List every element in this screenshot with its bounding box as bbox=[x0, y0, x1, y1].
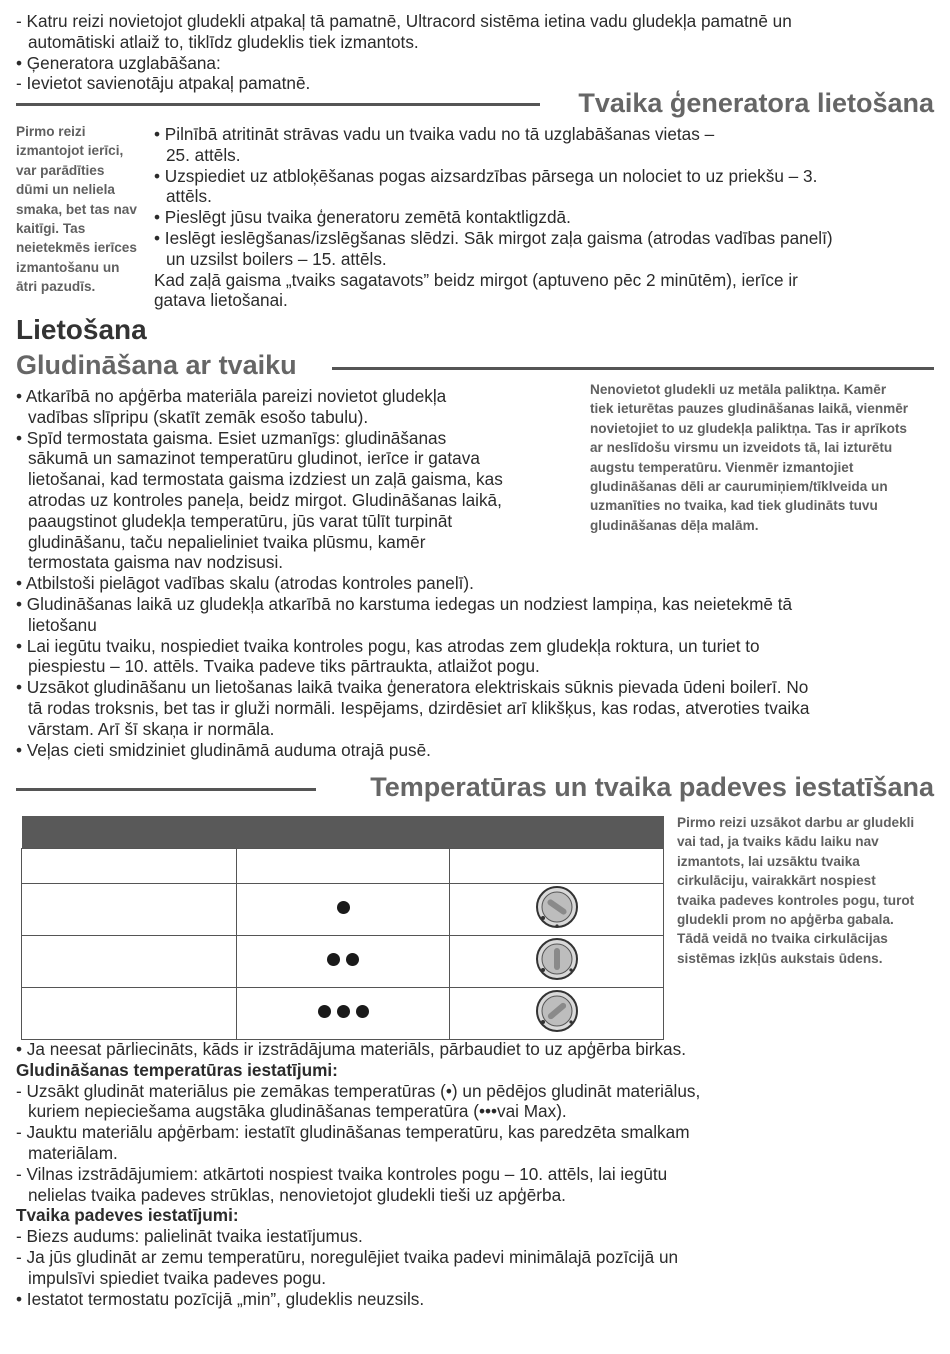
text-line: • Uzspiediet uz atbloķēšanas pogas aizsardzības pārsega un nolociet to uz priekšu – 3. bbox=[154, 165, 818, 186]
table-cell bbox=[450, 884, 664, 936]
text-line: • Pilnībā atritināt strāvas vadu un tvaika vadu no tā uzglabāšanas vietas – bbox=[154, 124, 715, 144]
subheading-ironing-temperature: Gludināšanas temperatūras iestatījumi: bbox=[16, 1059, 338, 1080]
temperature-dot-icon bbox=[356, 1005, 369, 1018]
text-line: • Atkarībā no apģērba materiāla pareizi novietot gludekļa bbox=[16, 386, 447, 406]
text-line: • Veļas cieti smidziniet gludināmā auduma otrajā pusē. bbox=[16, 739, 431, 760]
side-note-iron-rest bbox=[590, 380, 940, 535]
table-row bbox=[22, 988, 664, 1040]
section-rule bbox=[332, 367, 934, 370]
text-line: lietošanai, kad termostata gaisma izdziest un zaļā gaisma, kas bbox=[28, 469, 503, 490]
temperature-dot-icon bbox=[318, 1005, 331, 1018]
temperature-dot-icon bbox=[346, 953, 359, 966]
note-line: dūmi un neliela bbox=[16, 182, 115, 198]
table-cell bbox=[22, 988, 237, 1040]
table-cell bbox=[237, 936, 450, 988]
note-line: uzmanīties no tvaika, kad tiek gludināts tuvu bbox=[590, 498, 878, 514]
table-cell bbox=[450, 936, 664, 988]
table-cell bbox=[22, 936, 237, 988]
text-line: - Katru reizi novietojot gludekli atpakaļ tā pamatnē, Ultracord sistēma ietina vadu gludekļa pamatnē un bbox=[16, 11, 792, 31]
text-line: - Jauktu materiālu apģērbam: iestatīt gludināšanas temperatūru, kas paredzēta smalkam bbox=[16, 1122, 690, 1143]
note-line: Pirmo reizi bbox=[16, 124, 86, 139]
text-line: atrodas uz kontroles paneļa, beidz mirgot. Gludināšanas laikā, bbox=[28, 489, 502, 510]
text-line: - Vilnas izstrādājumiem: atkārtoti nospiest tvaika kontroles pogu – 10. attēls, lai iegūtu bbox=[16, 1163, 668, 1184]
text-line: - Biezs audums: palielināt tvaika iestatījumus. bbox=[16, 1226, 363, 1247]
text-line: tā rodas troksnis, bet tas ir gluži normāli. Iespējams, dzirdēsiet arī klikšķus, kas rodas, atveroties tvaika bbox=[28, 697, 810, 718]
note-line: augstu temperatūru. Vienmēr izmantojiet bbox=[590, 459, 854, 475]
subheading-steam-settings: Tvaika padeves iestatījumi: bbox=[16, 1205, 239, 1226]
temperature-dot-icon bbox=[337, 901, 350, 914]
text-line: • Gludināšanas laikā uz gludekļa atkarībā no karstuma iedegas un nodziest lampiņa, kas neietekmē tā bbox=[16, 593, 793, 614]
table-row bbox=[22, 936, 664, 988]
section-heading-steam-generator: Tvaika ģeneratora lietošana bbox=[578, 88, 934, 118]
note-line: sistēmas izkļūs aukstais ūdens. bbox=[677, 950, 883, 966]
note-line: tvaika padeves kontroles pogu, turot bbox=[677, 892, 915, 908]
text-line: termostata gaisma nav nodzisusi. bbox=[28, 552, 284, 573]
side-note-first-use bbox=[16, 122, 151, 297]
text-line: impulsīvi spiediet tvaika padeves pogu. bbox=[28, 1267, 327, 1288]
text-line: • Atbilstoši pielāgot vadības skalu (atrodas kontroles panelī). bbox=[16, 573, 474, 594]
table-header-row bbox=[22, 816, 664, 849]
note-line: ar neslīdošu virsmu un izveidots tā, lai izturētu bbox=[590, 440, 893, 456]
note-line: novietojiet to uz gludekļa paliktņa. Tas ir aprīkots bbox=[590, 420, 907, 436]
text-line: paaugstinot gludekļa temperatūru, jūs varat tūlīt turpināt bbox=[28, 510, 453, 531]
table-cell bbox=[450, 988, 664, 1040]
temperature-dot-icon bbox=[327, 953, 340, 966]
text-line: gludināšanu, taču nepalieliniet tvaika plūsmu, kamēr bbox=[28, 531, 426, 552]
text-line: sākumā un samazinot temperatūru gludinot, ierīce ir gatava bbox=[28, 448, 480, 469]
note-line: tiek ieturētas pauzes gludināšanas laikā, vienmēr bbox=[590, 401, 909, 417]
text-line: kuriem nepieciešama augstāka gludināšanas temperatūra (•••vai Max). bbox=[28, 1101, 567, 1122]
side-note-steam-circulation bbox=[677, 813, 939, 968]
table-cell bbox=[237, 884, 450, 936]
table-cell bbox=[237, 988, 450, 1040]
temperature-knob-high-icon bbox=[534, 988, 580, 1034]
text-line: • Uzsākot gludināšanu un lietošanas laikā tvaika ģeneratora elektriskais sūknis pievada ūdeni boilerī. No bbox=[16, 677, 809, 698]
table-cell bbox=[22, 849, 237, 884]
note-line: gludināšanas dēļa malām. bbox=[590, 517, 759, 533]
table-row bbox=[22, 884, 664, 936]
section-rule bbox=[16, 103, 540, 106]
text-line: • Ja neesat pārliecināts, kāds ir izstrādājuma materiāls, pārbaudiet to uz apģērba birkas. bbox=[16, 1039, 686, 1059]
table-row bbox=[22, 849, 664, 884]
note-line: Tādā veidā no tvaika cirkulācijas bbox=[677, 931, 888, 947]
note-line: gludekli prom no apģērba gabala. bbox=[677, 912, 894, 928]
note-line: gludināšanas dēli ar caurumiņiem/tīklveida un bbox=[590, 479, 888, 495]
text-line: Kad zaļā gaisma „tvaiks sagatavots” beidz mirgot (aptuveno pēc 2 minūtēm), ierīce ir bbox=[154, 269, 798, 290]
text-line: • Iestatot termostatu pozīcijā „min”, gludeklis neuzsils. bbox=[16, 1288, 425, 1309]
note-line: ātri pazudīs. bbox=[16, 279, 96, 295]
intro-text bbox=[16, 11, 792, 94]
steam-generator-instructions bbox=[154, 124, 833, 311]
text-line: un uzsilst boilers – 15. attēls. bbox=[166, 248, 387, 269]
text-line: lietošanu bbox=[28, 614, 97, 635]
text-line: • Lai iegūtu tvaiku, nospiediet tvaika kontroles pogu, kas atrodas zem gludekļa roktura, un turiet to bbox=[16, 635, 760, 656]
note-line: izmantots, lai uzsāktu tvaika bbox=[677, 853, 860, 869]
temperature-dot-icon bbox=[337, 1005, 350, 1018]
note-line: izmantojot ierīci, bbox=[16, 143, 124, 159]
note-line: Nenovietot gludekli uz metāla paliktņa. Kamēr bbox=[590, 382, 887, 397]
table-cell bbox=[450, 849, 664, 884]
temperature-knob-medium-icon bbox=[534, 936, 580, 982]
note-line: smaka, bet tas nav bbox=[16, 201, 137, 217]
heading-steam-ironing: Gludināšana ar tvaiku bbox=[16, 350, 297, 380]
heading-temperature-steam-settings: Temperatūras un tvaika padeves iestatīšana bbox=[370, 772, 934, 802]
heading-usage: Lietošana bbox=[16, 314, 147, 345]
note-line: cirkulāciju, vairakkārt nospiest bbox=[677, 873, 876, 889]
text-line: attēls. bbox=[166, 186, 212, 207]
table-cell bbox=[22, 884, 237, 936]
text-line: • Ģeneratora uzglabāšana: bbox=[16, 52, 221, 73]
text-line: - Ievietot savienotāju atpakaļ pamatnē. bbox=[16, 73, 311, 94]
temperature-settings-text bbox=[16, 1039, 700, 1309]
section-rule bbox=[16, 788, 316, 791]
table-header bbox=[22, 816, 664, 849]
text-line: materiālam. bbox=[28, 1142, 118, 1163]
note-line: Pirmo reizi uzsākot darbu ar gludekli bbox=[677, 815, 915, 830]
text-line: - Ja jūs gludināt ar zemu temperatūru, noregulējiet tvaika padevi minimālajā pozīcijā un bbox=[16, 1246, 679, 1267]
note-line: neietekmēs ierīces bbox=[16, 240, 137, 256]
note-line: izmantošanu un bbox=[16, 259, 120, 275]
text-line: • Ieslēgt ieslēgšanas/izslēgšanas slēdzi. Sāk mirgot zaļa gaisma (atrodas vadības panelī) bbox=[154, 227, 833, 248]
text-line: gatava lietošanai. bbox=[154, 290, 288, 311]
text-line: 25. attēls. bbox=[166, 144, 241, 165]
text-line: vadības slīpripu (skatīt zemāk esošo tabulu). bbox=[28, 406, 369, 427]
temperature-knob-low-icon bbox=[534, 884, 580, 930]
text-line: vārstam. Arī šī skaņa ir normāla. bbox=[28, 718, 275, 739]
note-line: var parādīties bbox=[16, 162, 105, 178]
note-line: kaitīgi. Tas bbox=[16, 221, 86, 237]
text-line: • Spīd termostata gaisma. Esiet uzmanīgs: gludināšanas bbox=[16, 427, 447, 448]
text-line: automātiski atlaiž to, tiklīdz gludeklis tiek izmantots. bbox=[28, 31, 419, 52]
text-line: • Pieslēgt jūsu tvaika ģeneratoru zemētā kontaktligzdā. bbox=[154, 207, 571, 228]
text-line: - Uzsākt gludināt materiālus pie zemākas temperatūras (•) un pēdējos gludināt materiālus, bbox=[16, 1080, 701, 1101]
temperature-table bbox=[21, 816, 664, 1040]
note-line: vai tad, ja tvaiks kādu laiku nav bbox=[677, 834, 879, 850]
table-cell bbox=[237, 849, 450, 884]
text-line: piespiestu – 10. attēls. Tvaika padeve tiks pārtraukta, atlaižot pogu. bbox=[28, 656, 540, 677]
text-line: nelielas tvaika padeves strūklas, nenovietojot gludekli tieši uz apģērba. bbox=[28, 1184, 566, 1205]
